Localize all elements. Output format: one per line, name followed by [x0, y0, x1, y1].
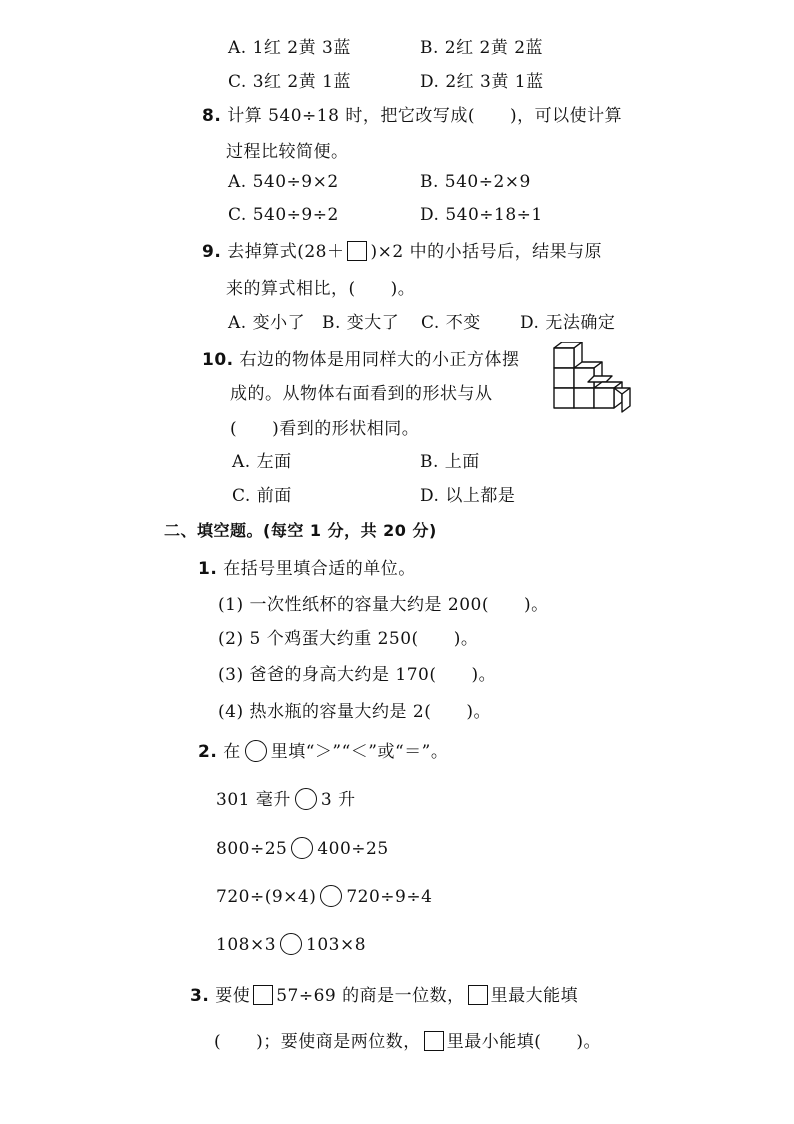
q10-option-b: B. 上面	[420, 452, 480, 472]
q7-option-d: D. 2红 3黄 1蓝	[420, 72, 544, 92]
f3-text-pre: 要使	[215, 986, 251, 1006]
f3-text-post: 里最大能填	[490, 986, 579, 1006]
q8-stem-line2: 过程比较简便。	[226, 142, 349, 162]
f1-stem	[198, 557, 416, 581]
q9-text-pre: 去掉算式(28＋	[227, 242, 345, 262]
f1-item-1: (1) 一次性纸杯的容量大约是 200( )。	[218, 595, 549, 615]
q8-text-1: 计算 540÷18 时，把它改写成( )，可以使计算	[227, 106, 623, 126]
q10-option-a: A. 左面	[232, 452, 292, 472]
q9-number: 9.	[202, 242, 222, 262]
q8-option-b: B. 540÷2×9	[420, 172, 531, 192]
f3-stem-line2	[214, 1030, 601, 1054]
f2-number: 2.	[198, 742, 218, 762]
q7-option-b: B. 2红 2黄 2蓝	[420, 38, 544, 58]
q8-option-c: C. 540÷9÷2	[228, 205, 339, 225]
f3-number: 3.	[190, 986, 210, 1006]
q9-text-post: )×2 中的小括号后，结果与原	[370, 242, 603, 262]
blank-box	[468, 985, 488, 1005]
q9-stem-line2: 来的算式相比，( )。	[226, 279, 416, 299]
blank-box	[253, 985, 273, 1005]
q8-stem-line1	[202, 104, 622, 128]
q10-stem-line3: ( )看到的形状相同。	[230, 419, 420, 439]
compare-circle	[280, 933, 302, 955]
f1-item-3: (3) 爸爸的身高大约是 170( )。	[218, 665, 497, 685]
q9-option-a: A. 变小了	[228, 313, 306, 333]
q10-stem-line1	[202, 348, 520, 372]
q9-stem-line1	[202, 240, 602, 264]
f2-row-1-right: 3 升	[320, 790, 356, 810]
f2-row-4-right: 103×8	[306, 935, 367, 955]
cube-stack-figure	[548, 342, 632, 420]
q9-option-d: D. 无法确定	[520, 313, 616, 333]
f2-row-2-left: 800÷25	[216, 839, 288, 859]
q7-option-a: A. 1红 2黄 3蓝	[228, 38, 351, 58]
f2-text-post: 里填“＞”“＜”或“＝”。	[270, 742, 449, 762]
compare-circle	[245, 740, 267, 762]
compare-circle	[295, 788, 317, 810]
f3-stem-line1	[190, 984, 578, 1008]
q10-number: 10.	[202, 350, 234, 370]
f2-row-2-right: 400÷25	[317, 839, 389, 859]
f3-line2-a: ( )；要使商是两位数，	[214, 1032, 421, 1052]
q10-text-1: 右边的物体是用同样大的小正方体摆	[239, 350, 520, 370]
f2-row-2	[216, 837, 389, 861]
f3-text-mid: 57÷69 的商是一位数，	[276, 986, 465, 1006]
q9-option-c: C. 不变	[421, 313, 481, 333]
blank-box	[347, 241, 367, 261]
f3-line2-b: 里最小能填( )。	[446, 1032, 602, 1052]
q8-option-d: D. 540÷18÷1	[420, 205, 543, 225]
f2-row-4-left: 108×3	[216, 935, 277, 955]
compare-circle	[320, 885, 342, 907]
f2-row-3-left: 720÷(9×4)	[216, 887, 317, 907]
f2-row-3-right: 720÷9÷4	[346, 887, 433, 907]
f2-row-3	[216, 885, 432, 909]
f2-stem	[198, 740, 448, 764]
q10-option-d: D. 以上都是	[420, 486, 516, 506]
q9-option-b: B. 变大了	[322, 313, 400, 333]
f1-item-4: (4) 热水瓶的容量大约是 2( )。	[218, 702, 491, 722]
blank-box	[424, 1031, 444, 1051]
compare-circle	[291, 837, 313, 859]
f1-number: 1.	[198, 559, 218, 579]
f1-text: 在括号里填合适的单位。	[223, 559, 416, 579]
f2-text-pre: 在	[223, 742, 241, 762]
q7-option-c: C. 3红 2黄 1蓝	[228, 72, 351, 92]
f2-row-4	[216, 933, 366, 957]
q8-option-a: A. 540÷9×2	[228, 172, 339, 192]
f2-row-1	[216, 788, 356, 812]
f1-item-2: (2) 5 个鸡蛋大约重 250( )。	[218, 629, 479, 649]
q8-number: 8.	[202, 106, 222, 126]
f2-row-1-left: 301 毫升	[216, 790, 291, 810]
q10-option-c: C. 前面	[232, 486, 292, 506]
q10-stem-line2: 成的。从物体右面看到的形状与从	[230, 384, 493, 404]
section-2-title: 二、填空题。(每空 1 分，共 20 分)	[164, 521, 437, 540]
